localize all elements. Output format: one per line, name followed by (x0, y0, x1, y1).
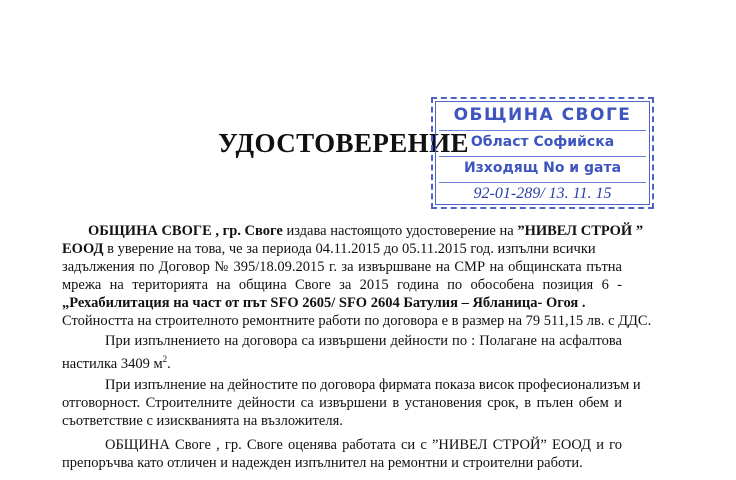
para4-line1: ОБЩИНА Своге , гр. Своге оценява работата си с ”НИВЕЛ СТРОЙ” ЕООД и го (105, 437, 622, 453)
stamp-divider (439, 182, 646, 183)
para1-line5 (62, 294, 622, 312)
para1-line4: мрежа на територията на община Своге за 2015 година по обособена позиция 6 - (62, 277, 622, 293)
stamp-handwritten-number: 92-01-289/ 13. 11. 15 (473, 185, 612, 202)
para2-line1: При изпълнението на договора са извършени дейности по : Полагане на асфалтова (105, 333, 622, 349)
para1-text: издава настоящото удостоверение на (282, 223, 518, 239)
para2-text-end: . (167, 355, 171, 372)
stamp-outgoing-label: Изходящ No и gата (463, 160, 622, 176)
para1-line1 (88, 222, 644, 240)
para1-line2 (62, 240, 622, 258)
stamp-municipality: ОБЩИНА СВОГЕ (453, 105, 632, 125)
contractor-type: ЕООД (62, 241, 104, 257)
stamp-divider (439, 130, 646, 131)
document-title: УДОСТОВЕРЕНИЕ (218, 128, 469, 158)
para3-line2: отговорност. Строителните дейности са извършени в установения срок, в пълен обем и (62, 395, 622, 411)
registration-stamp (431, 97, 654, 209)
para2-line2 (62, 350, 622, 373)
para3-line1: При изпълнение на дейностите по договора фирмата показа висок професионализъм и (105, 377, 641, 393)
para1-line3: задължения по Договор № 395/18.09.2015 г. за извършване на СМР на общинската пътна (62, 259, 622, 275)
para1-text: в уверение на това, че за периода 04.11.2015 до 05.11.2015 год. изпълни всички (103, 241, 596, 257)
para2-text: настилка 3409 м (62, 355, 163, 372)
para3-line3: съответствие с изискванията на възложителя. (62, 413, 343, 429)
project-name: „Рехабилитация на част от път SFO 2605/ SFO 2604 Батулия – Ябланица- Огоя . (62, 295, 586, 311)
para4-line2: препоръчва като отличен и надежден изпълнител на ремонтни и строителни работи. (62, 455, 583, 471)
stamp-region: Област Софийска (470, 134, 615, 150)
stamp-divider (439, 156, 646, 157)
contractor-name: ”НИВЕЛ СТРОЙ ” (517, 223, 644, 239)
unit-superscript: 2 (162, 354, 168, 364)
para1-line6: Стойността на строителното ремонтните работи по договора е в размер на 79 511,15 лв. с ДДС. (62, 313, 652, 329)
issuer-name: ОБЩИНА СВОГЕ , гр. Своге (88, 223, 283, 239)
